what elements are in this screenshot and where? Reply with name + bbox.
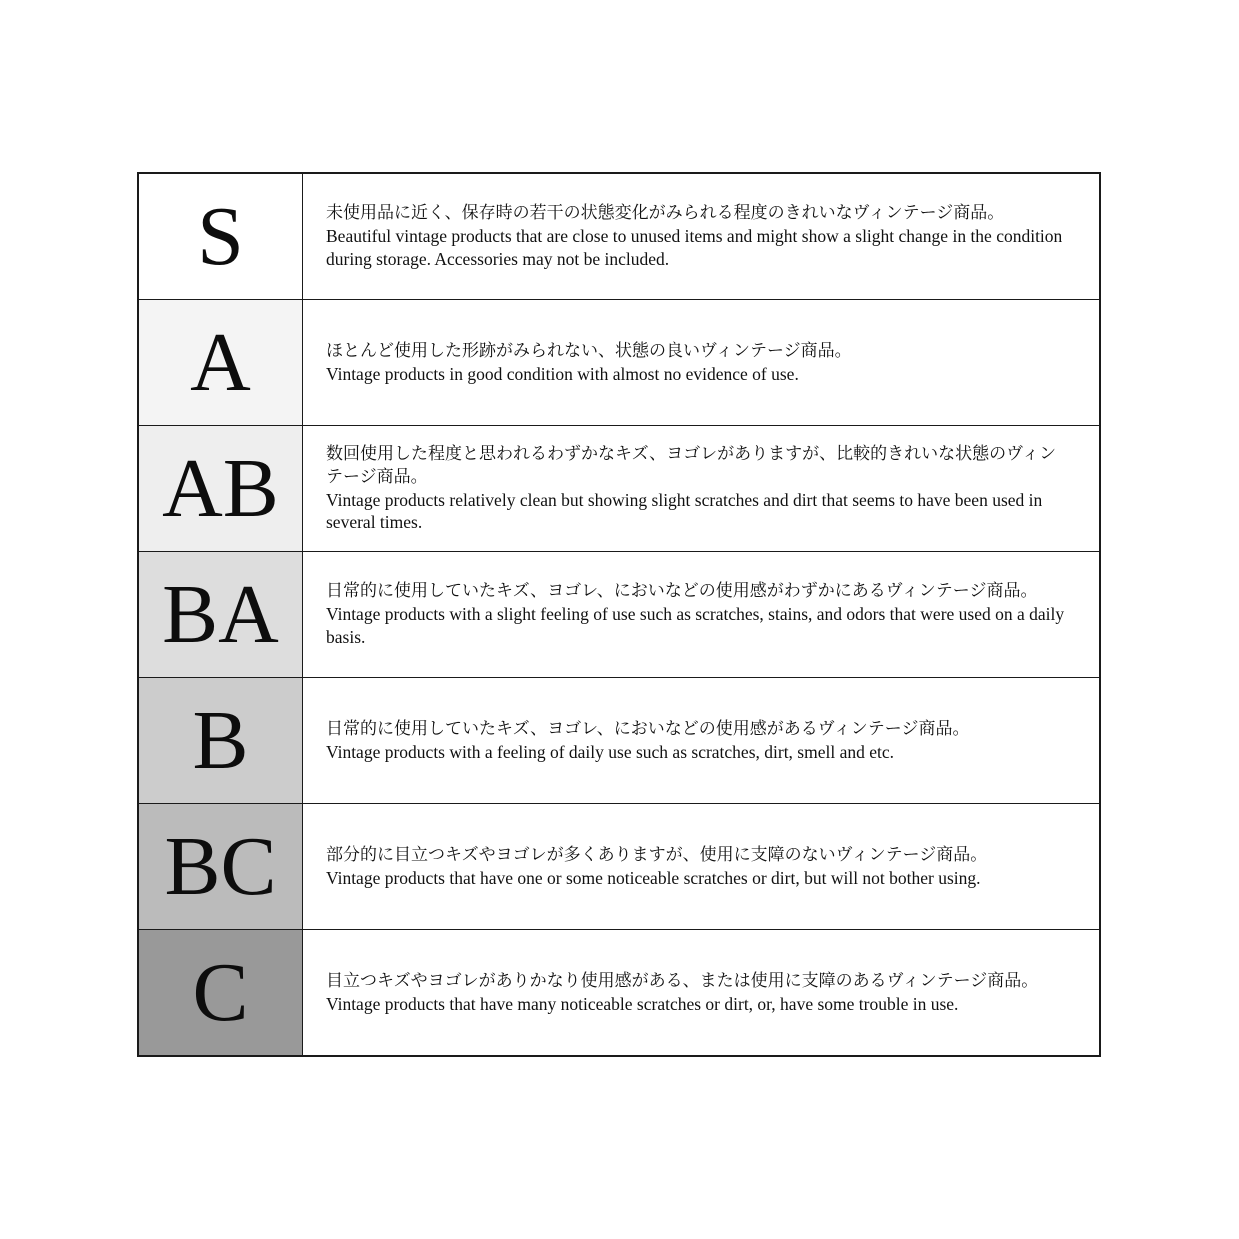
description-cell [303, 300, 1099, 425]
description-japanese: 数回使用した程度と思われるわずかなキズ、ヨゴレがありますが、比較的きれいな状態のヴィンテージ商品。 [326, 443, 1057, 486]
table-row-a [139, 300, 1099, 426]
description-english: Vintage products that have many noticeable scratches or dirt, or, have some trouble in use. [326, 993, 959, 1014]
grade-cell-b [139, 678, 303, 803]
description-japanese: ほとんど使用した形跡がみられない、状態の良いヴィンテージ商品。 [326, 340, 852, 360]
description-english: Vintage products relatively clean but showing slight scratches and dirt that seems to have been used in several times. [326, 489, 1043, 533]
grade-label: S [197, 189, 244, 283]
description-japanese: 部分的に目立つキズやヨゴレが多くありますが、使用に支障のないヴィンテージ商品。 [326, 844, 988, 864]
grade-label: C [192, 945, 249, 1039]
description-english: Vintage products in good condition with almost no evidence of use. [326, 363, 799, 384]
table-row-b [139, 678, 1099, 804]
grade-cell-ba [139, 552, 303, 677]
table-row-ab [139, 426, 1099, 552]
description-english: Vintage products with a slight feeling of use such as scratches, stains, and odors that were used on a daily basis. [326, 604, 1065, 647]
description-cell [303, 426, 1099, 551]
grade-label: AB [162, 441, 279, 535]
grade-label: BC [164, 819, 277, 913]
description-english: Vintage products that have one or some noticeable scratches or dirt, but will not bother using. [326, 867, 981, 888]
grade-label: BA [162, 567, 279, 661]
description-cell [303, 804, 1099, 929]
grade-cell-a [139, 300, 303, 425]
grade-cell-bc [139, 804, 303, 929]
grade-cell-c [139, 930, 303, 1055]
description-cell [303, 174, 1099, 299]
description-english: Beautiful vintage products that are close to unused items and might show a slight change in the condition during storage. Accessories may not be included. [326, 226, 1063, 269]
grade-cell-ab [139, 426, 303, 551]
description-japanese: 日常的に使用していたキズ、ヨゴレ、においなどの使用感がわずかにあるヴィンテージ商品。 [326, 581, 1038, 601]
condition-grade-table [137, 172, 1101, 1057]
table-row-s [139, 174, 1099, 300]
table-row-c [139, 930, 1099, 1055]
description-cell [303, 552, 1099, 677]
grade-label: B [192, 693, 249, 787]
description-japanese: 目立つキズやヨゴレがありかなり使用感がある、または使用に支障のあるヴィンテージ商品。 [326, 970, 1039, 990]
grade-label: A [190, 315, 251, 409]
grade-cell-s [139, 174, 303, 299]
description-cell [303, 930, 1099, 1055]
description-japanese: 日常的に使用していたキズ、ヨゴレ、においなどの使用感があるヴィンテージ商品。 [326, 718, 970, 738]
description-japanese: 未使用品に近く、保存時の若干の状態変化がみられる程度のきれいなヴィンテージ商品。 [326, 203, 1005, 223]
description-english: Vintage products with a feeling of daily use such as scratches, dirt, smell and etc. [326, 741, 895, 762]
description-cell [303, 678, 1099, 803]
table-row-ba [139, 552, 1099, 678]
table-row-bc [139, 804, 1099, 930]
